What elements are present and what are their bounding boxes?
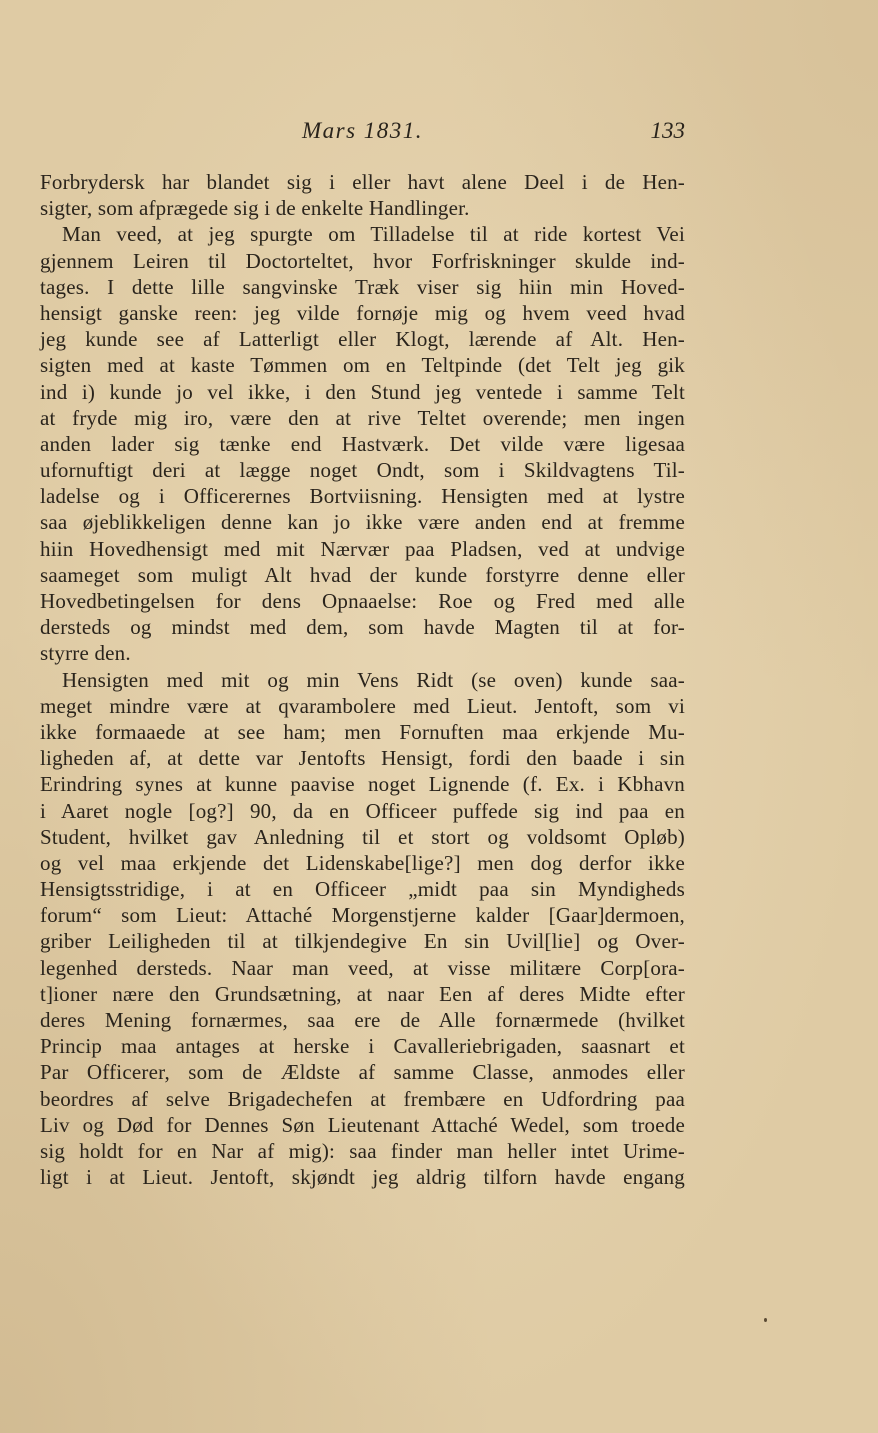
text-line: dersteds og mindst med dem, som havde Magten til at for- bbox=[40, 615, 685, 640]
text-line: styrre den. bbox=[40, 641, 131, 666]
text-line: ufornuftigt deri at lægge noget Ondt, som i Skildvagtens Til- bbox=[40, 458, 685, 483]
text-line: jeg kunde see af Latterligt eller Klogt, lærende af Alt. Hen- bbox=[40, 327, 685, 352]
text-line: Liv og Død for Dennes Søn Lieutenant Attaché Wedel, som troede bbox=[40, 1112, 685, 1137]
paper-speck bbox=[764, 1318, 767, 1322]
text-line: ligt i at Lieut. Jentoft, skjøndt jeg aldrig tilforn havde engang bbox=[40, 1165, 685, 1190]
text-line: ladelse og i Officerernes Bortviisning. Hensigten med at lystre bbox=[40, 484, 685, 509]
text-line: Par Officerer, som de Ældste af samme Classe, anmodes eller bbox=[40, 1060, 685, 1085]
page-number: 133 bbox=[650, 118, 685, 143]
text-line: sigter, som afprægede sig i de enkelte Handlinger. bbox=[40, 196, 470, 221]
text-line: Hensigtsstridige, i at en Officeer „midt paa sin Myndigheds bbox=[40, 877, 685, 902]
page-header bbox=[40, 118, 685, 152]
text-line: deres Mening fornærmes, saa ere de Alle fornærmede (hvilket bbox=[40, 1008, 685, 1032]
text-line: sigten med at kaste Tømmen om en Teltpinde (det Telt jeg gik bbox=[40, 353, 685, 378]
text-line: og vel maa erkjende det Lidenskabe[lige?] men dog derfor ikke bbox=[40, 850, 685, 875]
text-line: hensigt ganske reen: jeg vilde fornøje mig og hvem veed hvad bbox=[40, 300, 685, 325]
text-line: Hensigten med mit og min Vens Ridt (se oven) kunde saa- bbox=[62, 667, 685, 692]
text-line: tages. I dette lille sangvinske Træk viser sig hiin min Hoved- bbox=[40, 274, 685, 299]
text-line: Erindring synes at kunne paavise noget Lignende (f. Ex. i Kbhavn bbox=[40, 772, 685, 797]
text-line: forum“ som Lieut: Attaché Morgenstjerne kalder [Gaar]dermoen, bbox=[40, 903, 685, 928]
text-line: legenhed dersteds. Naar man veed, at visse militære Corp[ora- bbox=[40, 955, 685, 980]
text-line: t]ioner nære den Grundsætning, at naar Een af deres Midte efter bbox=[40, 981, 685, 1006]
text-line: saameget som muligt Alt hvad der kunde forstyrre denne eller bbox=[40, 562, 685, 587]
running-head: Mars 1831. bbox=[301, 118, 424, 143]
text-line: anden lader sig tænke end Hastværk. Det vilde være ligesaa bbox=[40, 431, 685, 456]
text-line: gjennem Leiren til Doctorteltet, hvor Forfriskninger skulde ind- bbox=[40, 248, 685, 273]
text-line: Man veed, at jeg spurgte om Tilladelse til at ride kortest Vei bbox=[62, 222, 685, 247]
text-line: meget mindre være at qvarambolere med Lieut. Jentoft, som vi bbox=[40, 693, 685, 718]
text-line: Student, hvilket gav Anledning til et stort og voldsomt Opløb) bbox=[40, 824, 685, 849]
text-line: ikke formaaede at see ham; men Fornuften maa erkjende Mu- bbox=[40, 719, 685, 744]
text-line: i Aaret nogle [og?] 90, da en Officeer puffede sig ind paa en bbox=[40, 798, 685, 823]
text-line: at fryde mig iro, være den at rive Teltet overende; men ingen bbox=[40, 405, 685, 430]
text-line: griber Leiligheden til at tilkjendegive En sin Uvil[lie] og Over- bbox=[40, 929, 685, 954]
text-line: Forbrydersk har blandet sig i eller havt alene Deel i de Hen- bbox=[40, 170, 685, 194]
text-line: ligheden af, at dette var Jentofts Hensigt, fordi den baade i sin bbox=[40, 746, 685, 771]
body-text bbox=[40, 169, 685, 1190]
text-line: hiin Hovedhensigt med mit Nærvær paa Pladsen, ved at undvige bbox=[40, 536, 685, 561]
text-line: ind i) kunde jo vel ikke, i den Stund jeg ventede i samme Telt bbox=[40, 379, 685, 404]
text-line: sig holdt for en Nar af mig): saa finder man heller intet Urime- bbox=[40, 1138, 685, 1163]
text-line: Princip maa antages at herske i Cavalleriebrigaden, saasnart et bbox=[40, 1034, 685, 1059]
text-line: Hovedbetingelsen for dens Opnaaelse: Roe og Fred med alle bbox=[40, 589, 685, 613]
text-line: beordres af selve Brigadechefen at frembære en Udfordring paa bbox=[40, 1086, 685, 1111]
text-line: saa øjeblikkeligen denne kan jo ikke være anden end at fremme bbox=[40, 510, 685, 535]
